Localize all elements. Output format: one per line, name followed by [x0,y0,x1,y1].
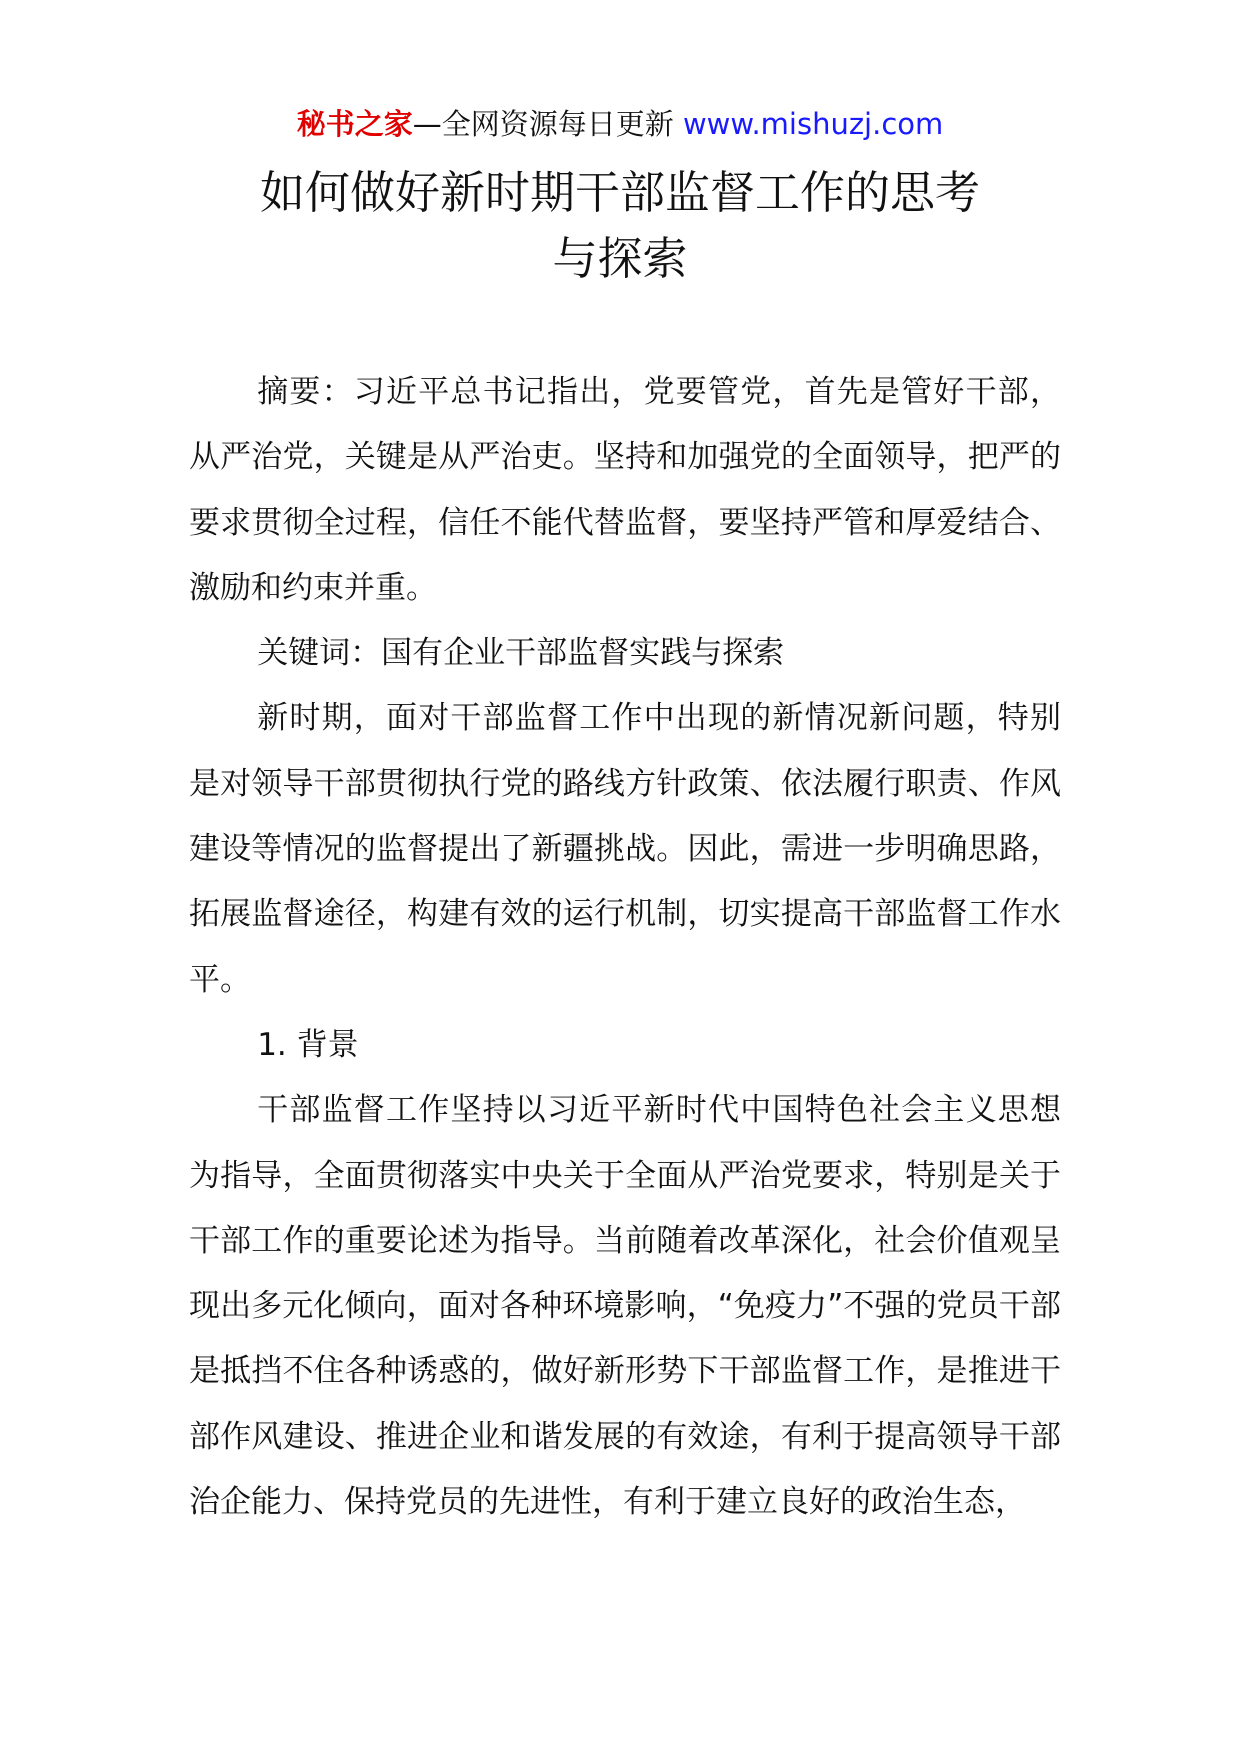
site-url-link[interactable]: www.mishuzj.com [682,107,944,141]
brand-name: 秘书之家 [296,107,413,141]
background-paragraph: 干部监督工作坚持以习近平新时代中国特色社会主义思想为指导，全面贯彻落实中央关于全面从严治党要求，特别是关于干部工作的重要论述为指导。当前随着改革深化，社会价值观呈现出多元化倾向，面对各种环境影响，“免疫力”不强的党员干部是抵挡不住各种诱惑的，做好新形势下干部监督工作，是推进干部作风建设、推进企业和谐发展的有效途，有利于提高领导干部治企能力、保持党员的先进性，有利于建立良好的政治生态， [189,1092,1061,1521]
title-line-1: 如何做好新时期干部监督工作的思考 [259,166,980,219]
intro-paragraph: 新时期，面对干部监督工作中出现的新情况新问题，特别是对领导干部贯彻执行党的路线方针政策、依法履行职责、作风建设等情况的监督提出了新疆挑战。因此，需进一步明确思路，拓展监督途径，构建有效的运行机制，切实提高干部监督工作水平。 [189,700,1061,998]
abstract-paragraph: 摘要：习近平总书记指出，党要管党，首先是管好干部，从严治党，关键是从严治吏。坚持和加强党的全面领导，把严的要求贯彻全过程，信任不能代替监督，要坚持严管和厚爱结合、激励和约束并重。 [189,374,1061,606]
keywords-paragraph: 关键词：国有企业干部监督实践与探索 [257,635,785,672]
section-heading-background: 1. 背景 [257,1026,359,1063]
document-body [189,360,1061,1535]
title-line-2: 与探索 [552,232,688,285]
site-header [0,104,1240,144]
document-title [200,160,1040,292]
tagline: —全网资源每日更新 [412,107,683,141]
